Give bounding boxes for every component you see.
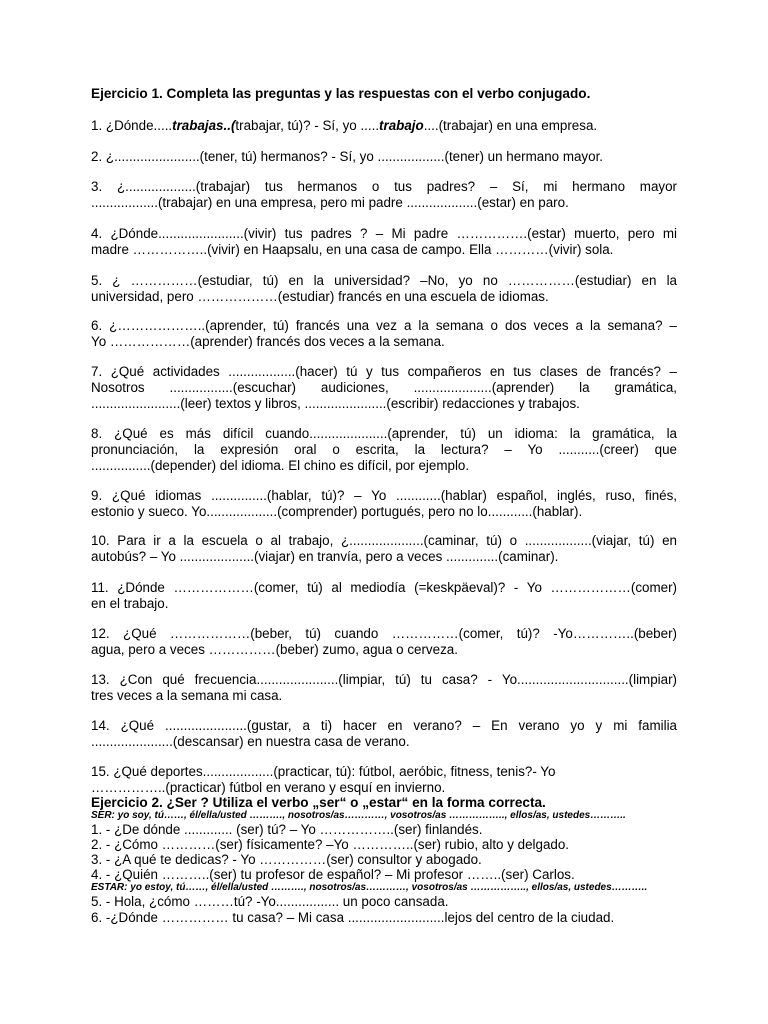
question-12-line-2: agua, pero a veces ……………(beber) zumo, agua o cerveza. xyxy=(91,642,458,657)
question-8-line-2: pronunciación, la expresión oral o escrita, la lectura? – Yo ...........(creer) que xyxy=(91,442,677,457)
question-7-line-1: 7. ¿Qué actividades ..................(hacer) tú y tus compañeros en tus clases de francés? – xyxy=(91,364,677,379)
q1-answer-trabajas: trabajas..( xyxy=(172,118,236,133)
question-15-line-1: 15. ¿Qué deportes...................(practicar, tú): fútbol, aeróbic, fitness, tenis?- Yo xyxy=(91,764,556,779)
question-8-line-1: 8. ¿Qué es más difícil cuando.....................(aprender, tú) un idioma: la gramática, la xyxy=(91,426,677,441)
q1-part-a: 1. ¿Dónde..... xyxy=(91,118,173,133)
question-10-line-1: 10. Para ir a la escuela o al trabajo, ¿....................(caminar, tú) o ..................(viajar, tú) en xyxy=(91,533,677,548)
question-3-line-2: ..................(trabajar) en una empresa, pero mi padre ...................(estar) en paro. xyxy=(91,195,569,210)
question-11-line-2: en el trabajo. xyxy=(91,596,169,611)
question-2: 2. ¿.......................(tener, tú) hermanos? - Sí, yo ..................(tener) un hermano mayor. xyxy=(91,149,604,164)
ser-sentence-2: 2. - ¿Cómo …………(ser) físicamente? –Yo …………..(ser) rubio, alto y delgado. xyxy=(91,837,570,852)
question-6-line-2: Yo ………………(aprender) francés dos veces a la semana. xyxy=(91,334,445,349)
question-8-line-3: ................(depender) del idioma. El chino es difícil, por ejemplo. xyxy=(91,458,470,473)
ser-conjugation-line: SER: yo soy, tú……, él/ella/usted ………., nosotros/as…………, vosotros/as …………….., ellos/as, ustedes……….. xyxy=(91,810,626,821)
question-4-line-1: 4. ¿Dónde.......................(vivir) tus padres ? – Mi padre …………….(estar) muerto, pero mi xyxy=(91,226,677,241)
question-15-line-2: ……………..(practicar) fútbol en verano y esquí en invierno. xyxy=(91,780,446,795)
question-5-line-1: 5. ¿ ……………(estudiar, tú) en la universidad? –No, yo no ……………(estudiar) en la xyxy=(91,273,677,288)
q1-part-e: ....(trabajar) en una empresa. xyxy=(423,118,598,133)
question-13-line-2: tres veces a la semana mi casa. xyxy=(91,688,283,703)
question-9-line-2: estonio y sueco. Yo...................(comprender) portugués, pero no lo............(hablar). xyxy=(91,504,583,519)
question-7-line-2: Nosotros .................(escuchar) audiciones, .....................(aprender) la gramática, xyxy=(91,380,677,395)
question-14-line-1: 14. ¿Qué ......................(gustar, a ti) hacer en verano? – En verano yo y mi familia xyxy=(91,718,677,733)
question-4-line-2: madre ……………..(vivir) en Haapsalu, en una casa de campo. Ella …………(vivir) sola. xyxy=(91,242,614,257)
exercise-2-title: Ejercicio 2. ¿Ser ? Utiliza el verbo „ser“ o „estar“ en la forma correcta. xyxy=(91,795,546,810)
q1-part-c: trabajar, tú)? - Sí, yo ..... xyxy=(235,118,380,133)
question-12-line-1: 12. ¿Qué ………………(beber, tú) cuando ……………(comer, tú)? -Yo…………..(beber) xyxy=(91,626,677,641)
ser-sentence-4: 4. - ¿Quién ………..(ser) tu profesor de español? – Mi profesor ……..(ser) Carlos. xyxy=(91,867,575,882)
ser-sentence-1: 1. - ¿De dónde ............. (ser) tú? – Yo ……………..(ser) finlandés. xyxy=(91,822,483,837)
question-14-line-2: ......................(descansar) en nuestra casa de verano. xyxy=(91,734,410,749)
exercise-1-title: Ejercicio 1. Completa las preguntas y las respuestas con el verbo conjugado. xyxy=(91,86,591,101)
question-1 xyxy=(91,118,677,134)
question-5-line-2: universidad, pero ………………(estudiar) francés en una escuela de idiomas. xyxy=(91,289,549,304)
estar-sentence-6: 6. -¿Dónde …………… tu casa? – Mi casa ..........................lejos del centro de la ciudad. xyxy=(91,910,615,925)
estar-sentence-5: 5. - Hola, ¿cómo ………tú? -Yo................. un poco cansada. xyxy=(91,894,449,909)
question-3-line-1: 3. ¿...................(trabajar) tus hermanos o tus padres? – Sí, mi hermano mayor xyxy=(91,179,677,194)
q1-answer-trabajo: trabajo xyxy=(379,118,424,133)
question-9-line-1: 9. ¿Qué idiomas ...............(hablar, tú)? – Yo ............(hablar) español, inglés, ruso, finés, xyxy=(91,488,677,503)
question-11-line-1: 11. ¿Dónde ………………(comer, tú) al mediodía (=keskpäeval)? - Yo ………………(comer) xyxy=(91,580,677,595)
question-13-line-1: 13. ¿Con qué frecuencia......................(limpiar, tú) tu casa? - Yo..............................(limpiar) xyxy=(91,672,677,687)
question-6-line-1: 6. ¿………………..(aprender, tú) francés una vez a la semana o dos veces a la semana? – xyxy=(91,318,677,333)
question-7-line-3: ........................(leer) textos y libros, ......................(escribir) redacciones y trabajos. xyxy=(91,396,580,411)
estar-conjugation-line: ESTAR: yo estoy, tú……, él/ella/usted ………., nosotros/as…………, vosotros/as …………….., ellos/as, ustedes……….. xyxy=(91,882,648,893)
question-10-line-2: autobús? – Yo ....................(viajar) en tranvía, pero a veces ..............(caminar). xyxy=(91,549,559,564)
ser-sentence-3: 3. - ¿A qué te dedicas? - Yo ……………(ser) consultor y abogado. xyxy=(91,852,482,867)
